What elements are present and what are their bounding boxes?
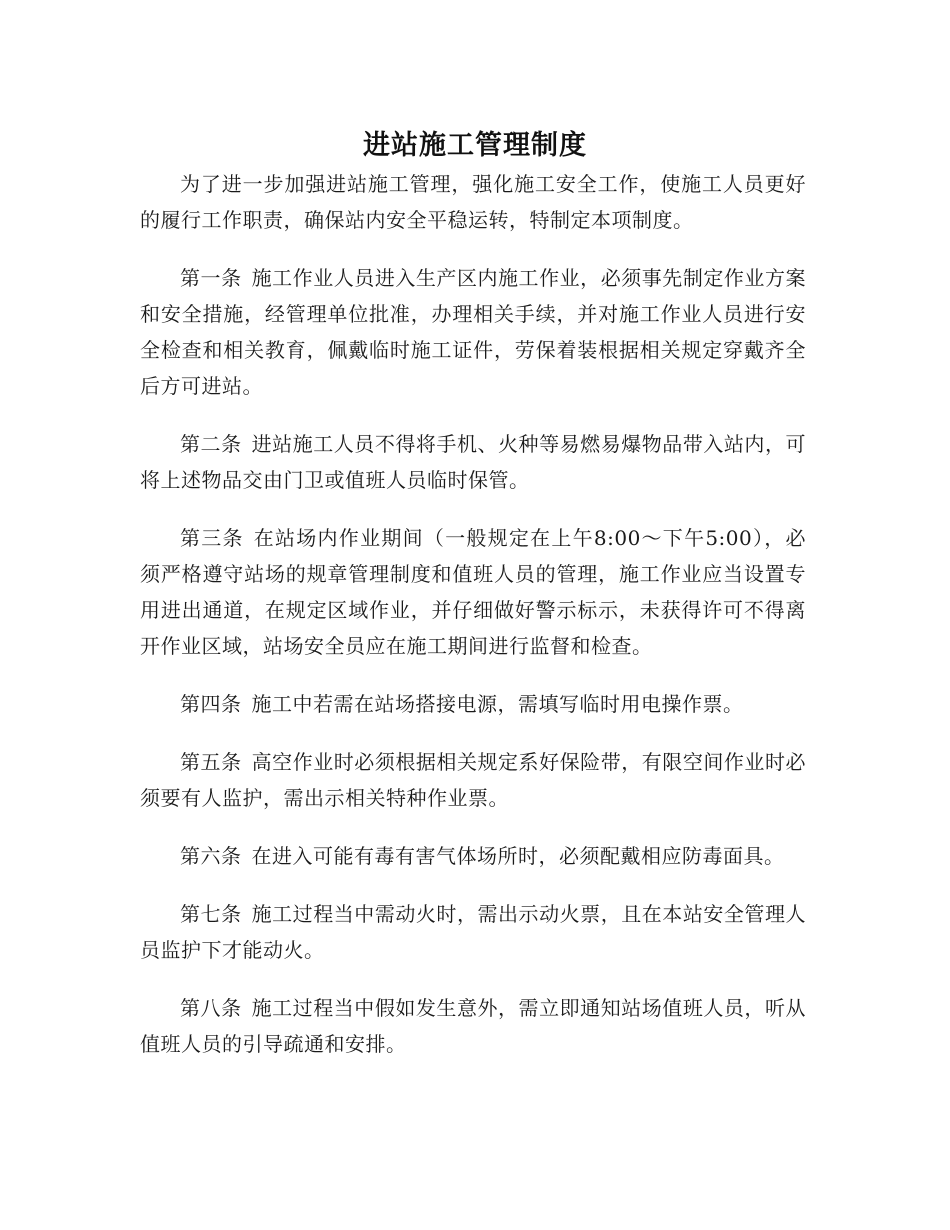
article-text: 高空作业时必须根据相关规定系好保险带，有限空间作业时必须要有人监护，需出示相关特种作业票。 (140, 750, 807, 810)
article-text: 施工过程当中需动火时，需出示动火票，且在本站安全管理人员监护下才能动火。 (140, 902, 807, 962)
article-number: 第六条 (180, 844, 242, 868)
article-7 (140, 896, 806, 968)
article-number: 第三条 (180, 526, 244, 550)
article-4 (140, 686, 806, 722)
article-number: 第八条 (180, 996, 242, 1020)
article-number: 第五条 (180, 750, 242, 774)
article-text: 施工作业人员进入生产区内施工作业，必须事先制定作业方案和安全措施，经管理单位批准，办理相关手续，并对施工作业人员进行安全检查和相关教育，佩戴临时施工证件，劳保着装根据相关规定穿戴齐全后方可进站。 (140, 266, 807, 398)
article-8 (140, 990, 806, 1062)
article-number: 第二条 (180, 432, 242, 456)
document-body (140, 166, 806, 1084)
article-text: 在站场内作业期间（一般规定在上午8:00～下午5:00），必须严格遵守站场的规章管理制度和值班人员的管理，施工作业应当设置专用进出通道，在规定区域作业，并仔细做好警示标示，未获得许可不得离开作业区域，站场安全员应在施工期间进行监督和检查。 (140, 526, 807, 658)
intro-paragraph: 为了进一步加强进站施工管理，强化施工安全工作，使施工人员更好的履行工作职责，确保站内安全平稳运转，特制定本项制度。 (140, 172, 806, 232)
article-text: 施工中若需在站场搭接电源，需填写临时用电操作票。 (251, 692, 744, 716)
article-text: 进站施工人员不得将手机、火种等易燃易爆物品带入站内，可将上述物品交由门卫或值班人员临时保管。 (140, 432, 807, 492)
article-number: 第一条 (180, 266, 242, 290)
article-6 (140, 838, 806, 874)
article-1 (140, 260, 806, 404)
article-number: 第七条 (180, 902, 242, 926)
article-number: 第四条 (180, 692, 242, 716)
article-3 (140, 520, 806, 664)
article-5 (140, 744, 806, 816)
page-title: 进站施工管理制度 (363, 130, 587, 162)
article-text: 施工过程当中假如发生意外，需立即通知站场值班人员，听从值班人员的引导疏通和安排。 (140, 996, 807, 1056)
article-text: 在进入可能有毒有害气体场所时，必须配戴相应防毒面具。 (251, 844, 785, 868)
article-2 (140, 426, 806, 498)
